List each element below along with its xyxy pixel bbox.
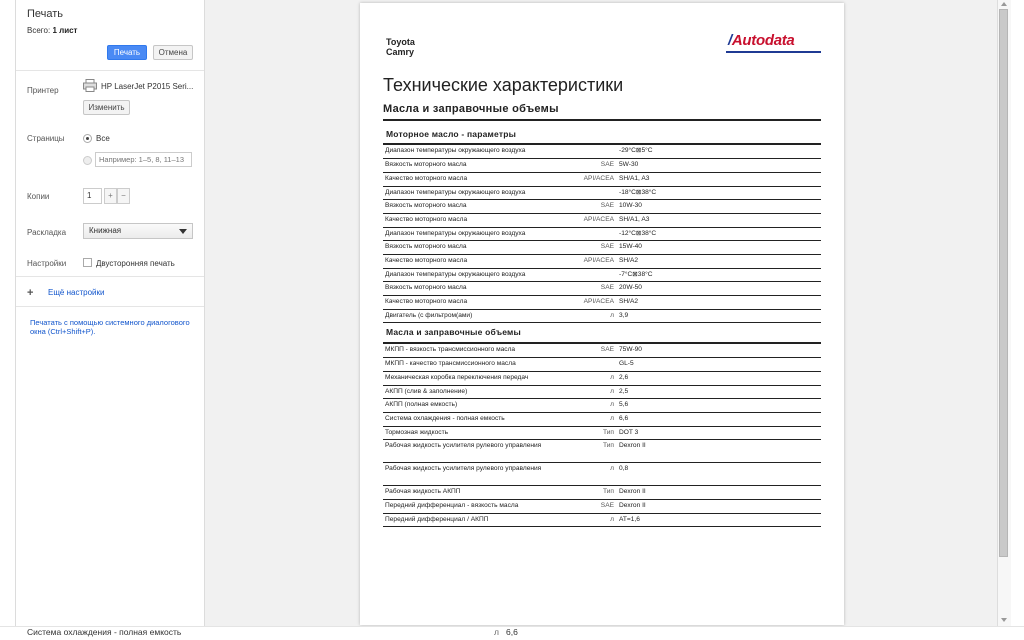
row-name: МКПП - вязкость трансмиссионного масла xyxy=(383,344,546,358)
row-unit: SAE xyxy=(546,241,616,255)
row-name: Вязкость моторного масла xyxy=(383,282,546,296)
print-settings-panel xyxy=(15,0,205,626)
row-unit: л xyxy=(546,371,616,385)
more-settings-link[interactable]: Ещё настройки xyxy=(48,288,105,297)
table-row xyxy=(383,399,821,413)
row-unit: л xyxy=(546,463,616,486)
table-row xyxy=(383,241,821,255)
row-value: Dexron II xyxy=(616,440,821,463)
table-row xyxy=(383,412,821,426)
engine-oil-table-body xyxy=(383,145,821,323)
table-row xyxy=(383,358,821,372)
row-unit: л xyxy=(546,309,616,323)
table-row xyxy=(383,385,821,399)
row-name: Механическая коробка переключения передач xyxy=(383,371,546,385)
table-row xyxy=(383,282,821,296)
subtitle-rule xyxy=(383,119,821,121)
logo-slash-icon: / xyxy=(728,32,732,49)
bleed-value: 6,6 xyxy=(506,627,518,637)
row-name: Рабочая жидкость усилителя рулевого управления xyxy=(383,463,546,486)
chevron-down-icon xyxy=(179,229,187,234)
row-name: Качество моторного масла xyxy=(383,296,546,310)
row-unit: л xyxy=(546,412,616,426)
row-value: DOT 3 xyxy=(616,426,821,440)
duplex-label: Двусторонняя печать xyxy=(96,259,175,268)
bleed-unit: л xyxy=(494,627,499,637)
row-name: Система охлаждения - полная емкость xyxy=(383,412,546,426)
pages-range-input[interactable] xyxy=(95,152,192,167)
change-printer-button[interactable]: Изменить xyxy=(83,100,130,115)
table-row xyxy=(383,186,821,200)
row-name: Диапазон температуры окружающего воздуха xyxy=(383,186,546,200)
engine-oil-table xyxy=(383,145,821,323)
row-name: Диапазон температуры окружающего воздуха xyxy=(383,227,546,241)
row-name: МКПП - качество трансмиссионного масла xyxy=(383,358,546,372)
copies-input[interactable]: 1 xyxy=(83,188,102,204)
section-capacities-heading: Масла и заправочные объемы xyxy=(386,327,522,337)
row-unit xyxy=(546,227,616,241)
capacities-table-body xyxy=(383,344,821,527)
row-name: Вязкость моторного масла xyxy=(383,241,546,255)
row-unit: API/ACEA xyxy=(546,172,616,186)
row-value: 6,6 xyxy=(616,412,821,426)
duplex-checkbox[interactable] xyxy=(83,258,92,267)
table-row xyxy=(383,213,821,227)
vehicle-brand xyxy=(386,37,415,57)
row-unit xyxy=(546,358,616,372)
printer-label: Принтер xyxy=(27,86,59,95)
row-value: SH/A1, A3 xyxy=(616,213,821,227)
logo-text: Autodata xyxy=(731,32,795,49)
table-row xyxy=(383,344,821,358)
row-name: Двигатель (с фильтром(ами) xyxy=(383,309,546,323)
row-name: Диапазон температуры окружающего воздуха xyxy=(383,268,546,282)
bleed-name: Система охлаждения - полная емкость xyxy=(27,627,182,637)
document-title: Технические характеристики xyxy=(383,75,624,95)
row-value: Dexron II xyxy=(616,500,821,514)
table-row xyxy=(383,255,821,269)
row-value: SH/A2 xyxy=(616,296,821,310)
row-value: GL-5 xyxy=(616,358,821,372)
total-value: 1 лист xyxy=(52,26,78,35)
scroll-up-icon[interactable] xyxy=(1001,2,1007,6)
row-value: -29°C⊠5°C xyxy=(616,145,821,159)
row-value: 5W-30 xyxy=(616,159,821,173)
table-row xyxy=(383,172,821,186)
row-value: 5,6 xyxy=(616,399,821,413)
settings-label: Настройки xyxy=(27,259,67,268)
row-value: -12°C⊠38°C xyxy=(616,227,821,241)
copies-label: Копии xyxy=(27,192,50,201)
table-row xyxy=(383,513,821,527)
pages-label: Страницы xyxy=(27,134,65,143)
row-name: АКПП (полная емкость) xyxy=(383,399,546,413)
table-row xyxy=(383,500,821,514)
divider xyxy=(16,70,204,71)
row-name: Качество моторного масла xyxy=(383,172,546,186)
printer-name[interactable]: HP LaserJet P2015 Seri... xyxy=(101,82,194,91)
row-value: 0,8 xyxy=(616,463,821,486)
copies-decrement-button[interactable]: − xyxy=(117,188,130,204)
row-unit: Тип xyxy=(546,440,616,463)
brand-make: Toyota xyxy=(386,37,415,47)
row-value: 15W-40 xyxy=(616,241,821,255)
table-row xyxy=(383,227,821,241)
row-unit: SAE xyxy=(546,282,616,296)
print-preview-area xyxy=(205,0,997,626)
background-page-row xyxy=(0,626,1024,640)
row-name: Качество моторного масла xyxy=(383,213,546,227)
divider xyxy=(16,276,204,277)
table-row xyxy=(383,426,821,440)
row-value: -7°C⊠38°C xyxy=(616,268,821,282)
row-unit: л xyxy=(546,385,616,399)
row-unit: API/ACEA xyxy=(546,296,616,310)
pages-custom-radio[interactable] xyxy=(83,156,92,165)
row-value: AT=1,6 xyxy=(616,513,821,527)
row-value: 10W-30 xyxy=(616,200,821,214)
row-unit: Тип xyxy=(546,486,616,500)
table-row xyxy=(383,159,821,173)
row-name: Тормозная жидкость xyxy=(383,426,546,440)
row-name: Качество моторного масла xyxy=(383,255,546,269)
scroll-down-icon[interactable] xyxy=(1001,618,1007,622)
row-name: Передний дифференциал / АКПП xyxy=(383,513,546,527)
logo-underline xyxy=(726,51,821,53)
panel-title: Печать xyxy=(27,8,64,20)
row-name: Вязкость моторного масла xyxy=(383,200,546,214)
row-value: 2,6 xyxy=(616,371,821,385)
table-row xyxy=(383,440,821,463)
row-value: 3,9 xyxy=(616,309,821,323)
row-name: Рабочая жидкость АКПП xyxy=(383,486,546,500)
table-row xyxy=(383,145,821,159)
row-value: Dexron II xyxy=(616,486,821,500)
row-unit: SAE xyxy=(546,500,616,514)
row-name: Диапазон температуры окружающего воздуха xyxy=(383,145,546,159)
row-value: 2,5 xyxy=(616,385,821,399)
table-row xyxy=(383,486,821,500)
row-unit: SAE xyxy=(546,200,616,214)
row-name: Передний дифференциал - вязкость масла xyxy=(383,500,546,514)
table-row xyxy=(383,371,821,385)
capacities-table xyxy=(383,344,821,527)
row-name: Вязкость моторного масла xyxy=(383,159,546,173)
print-button[interactable]: Печать xyxy=(107,45,147,60)
row-unit: API/ACEA xyxy=(546,213,616,227)
table-row xyxy=(383,463,821,486)
document-subtitle: Масла и заправочные объемы xyxy=(383,103,559,115)
row-unit: л xyxy=(546,513,616,527)
row-name: АКПП (слив & заполнение) xyxy=(383,385,546,399)
system-dialog-link[interactable]: Печатать с помощью системного диалогового окна (Ctrl+Shift+P). xyxy=(30,318,190,336)
row-unit: SAE xyxy=(546,159,616,173)
row-unit xyxy=(546,186,616,200)
row-value: SH/A2 xyxy=(616,255,821,269)
cancel-button[interactable]: Отмена xyxy=(153,45,193,60)
row-value: SH/A1, A3 xyxy=(616,172,821,186)
autodata-logo xyxy=(728,32,794,49)
brand-model: Camry xyxy=(386,47,415,57)
table-row xyxy=(383,296,821,310)
layout-select[interactable] xyxy=(83,223,193,239)
row-value: 20W-50 xyxy=(616,282,821,296)
scrollbar-thumb[interactable] xyxy=(999,9,1008,557)
row-unit: Тип xyxy=(546,426,616,440)
preview-page xyxy=(360,3,844,625)
row-name: Рабочая жидкость усилителя рулевого управления xyxy=(383,440,546,463)
section-engine-oil-heading: Моторное масло - параметры xyxy=(386,129,517,139)
row-unit: API/ACEA xyxy=(546,255,616,269)
printer-icon xyxy=(83,79,97,92)
row-unit xyxy=(546,268,616,282)
row-unit xyxy=(546,145,616,159)
layout-value: Книжная xyxy=(89,226,122,235)
row-value: 75W-90 xyxy=(616,344,821,358)
copies-increment-button[interactable]: + xyxy=(104,188,117,204)
table-row xyxy=(383,268,821,282)
layout-label: Раскладка xyxy=(27,228,67,237)
pages-all-label: Все xyxy=(96,134,110,143)
pages-all-radio[interactable] xyxy=(83,134,92,143)
row-unit: л xyxy=(546,399,616,413)
sheet-count xyxy=(27,26,77,35)
table-row xyxy=(383,200,821,214)
plus-icon[interactable]: + xyxy=(27,287,34,299)
row-value: -18°C⊠38°C xyxy=(616,186,821,200)
divider xyxy=(16,306,204,307)
row-unit: SAE xyxy=(546,344,616,358)
total-label: Всего: xyxy=(27,26,51,35)
table-row xyxy=(383,309,821,323)
